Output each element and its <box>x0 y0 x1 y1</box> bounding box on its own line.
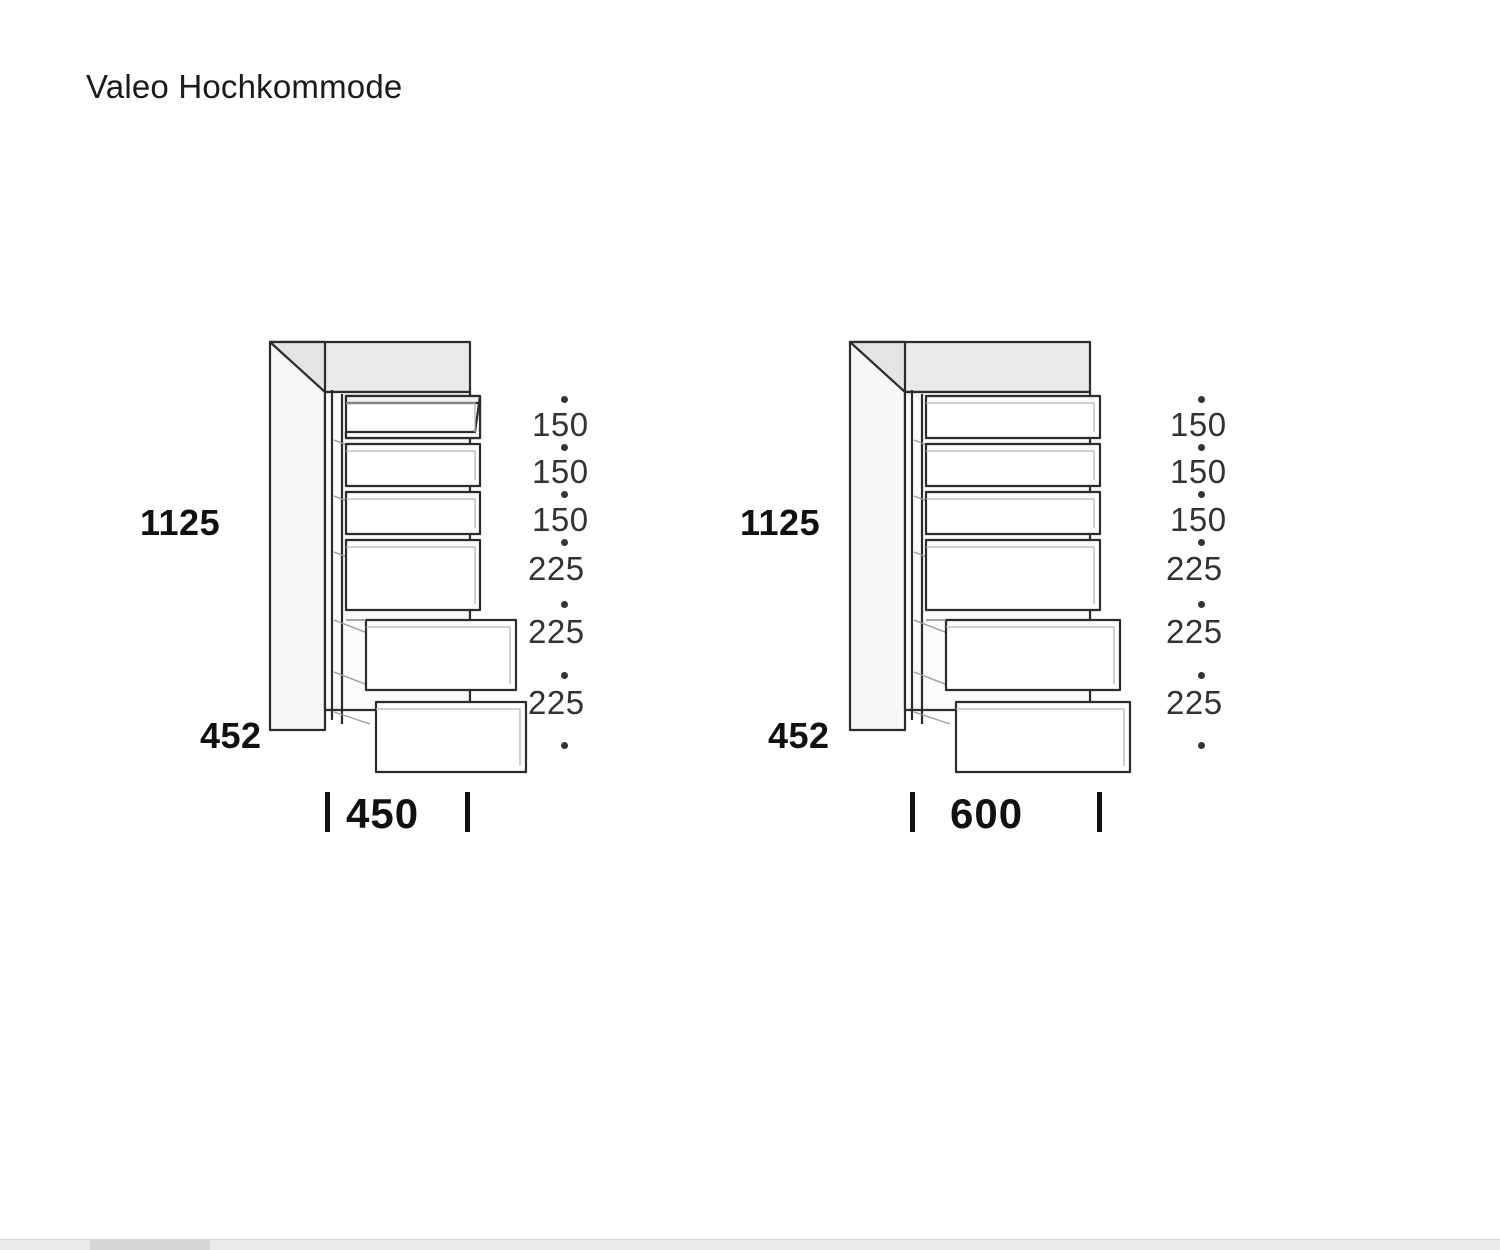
drawer-dimension-450-3: 150 <box>532 501 589 538</box>
tick-dot <box>561 601 568 608</box>
drawer-dimension-600-1: 150 <box>1170 406 1227 443</box>
drawer-dimension-450-6: 225 <box>528 684 585 721</box>
drawer-dimension-450-5: 225 <box>528 613 585 650</box>
drawer-dimension-600-6: 225 <box>1166 684 1223 721</box>
depth-dimension-450: 452 <box>200 715 262 756</box>
tick-dot <box>561 672 568 679</box>
tick-dot <box>1198 444 1205 451</box>
tick-dot <box>561 539 568 546</box>
tick-dot <box>1198 742 1205 749</box>
width-dimension-600: 600 <box>950 790 1024 837</box>
page-title: Valeo Hochkommode <box>86 68 403 105</box>
depth-dimension-600: 452 <box>768 715 830 756</box>
drawer-dimension-450-2: 150 <box>532 453 589 490</box>
footer-bar <box>0 1239 1500 1250</box>
tick-dot <box>561 444 568 451</box>
height-dimension-450: 1125 <box>140 502 221 543</box>
tick-dot <box>1198 601 1205 608</box>
drawer-dimension-450-1: 150 <box>532 406 589 443</box>
tick-dot <box>1198 672 1205 679</box>
tick-dot <box>561 396 568 403</box>
width-bracket-right-450 <box>465 792 470 832</box>
drawer-dimension-450-4: 225 <box>528 550 585 587</box>
height-dimension-600: 1125 <box>740 502 821 543</box>
drawer-dimension-600-4: 225 <box>1166 550 1223 587</box>
tick-dot <box>561 742 568 749</box>
drawer-dimension-600-3: 150 <box>1170 501 1227 538</box>
cabinet-diagram-600 <box>720 320 1280 837</box>
tick-dot <box>1198 396 1205 403</box>
width-dimension-450: 450 <box>346 790 420 837</box>
footer-accent <box>90 1240 210 1250</box>
tick-dot <box>1198 539 1205 546</box>
drawer-dimension-600-5: 225 <box>1166 613 1223 650</box>
width-bracket-right-600 <box>1097 792 1102 832</box>
tick-dot <box>1198 491 1205 498</box>
width-bracket-left-600 <box>910 792 915 832</box>
cabinet-diagram-450 <box>120 320 640 837</box>
drawer-dimension-600-2: 150 <box>1170 453 1227 490</box>
width-bracket-left-450 <box>325 792 330 832</box>
tick-dot <box>561 491 568 498</box>
